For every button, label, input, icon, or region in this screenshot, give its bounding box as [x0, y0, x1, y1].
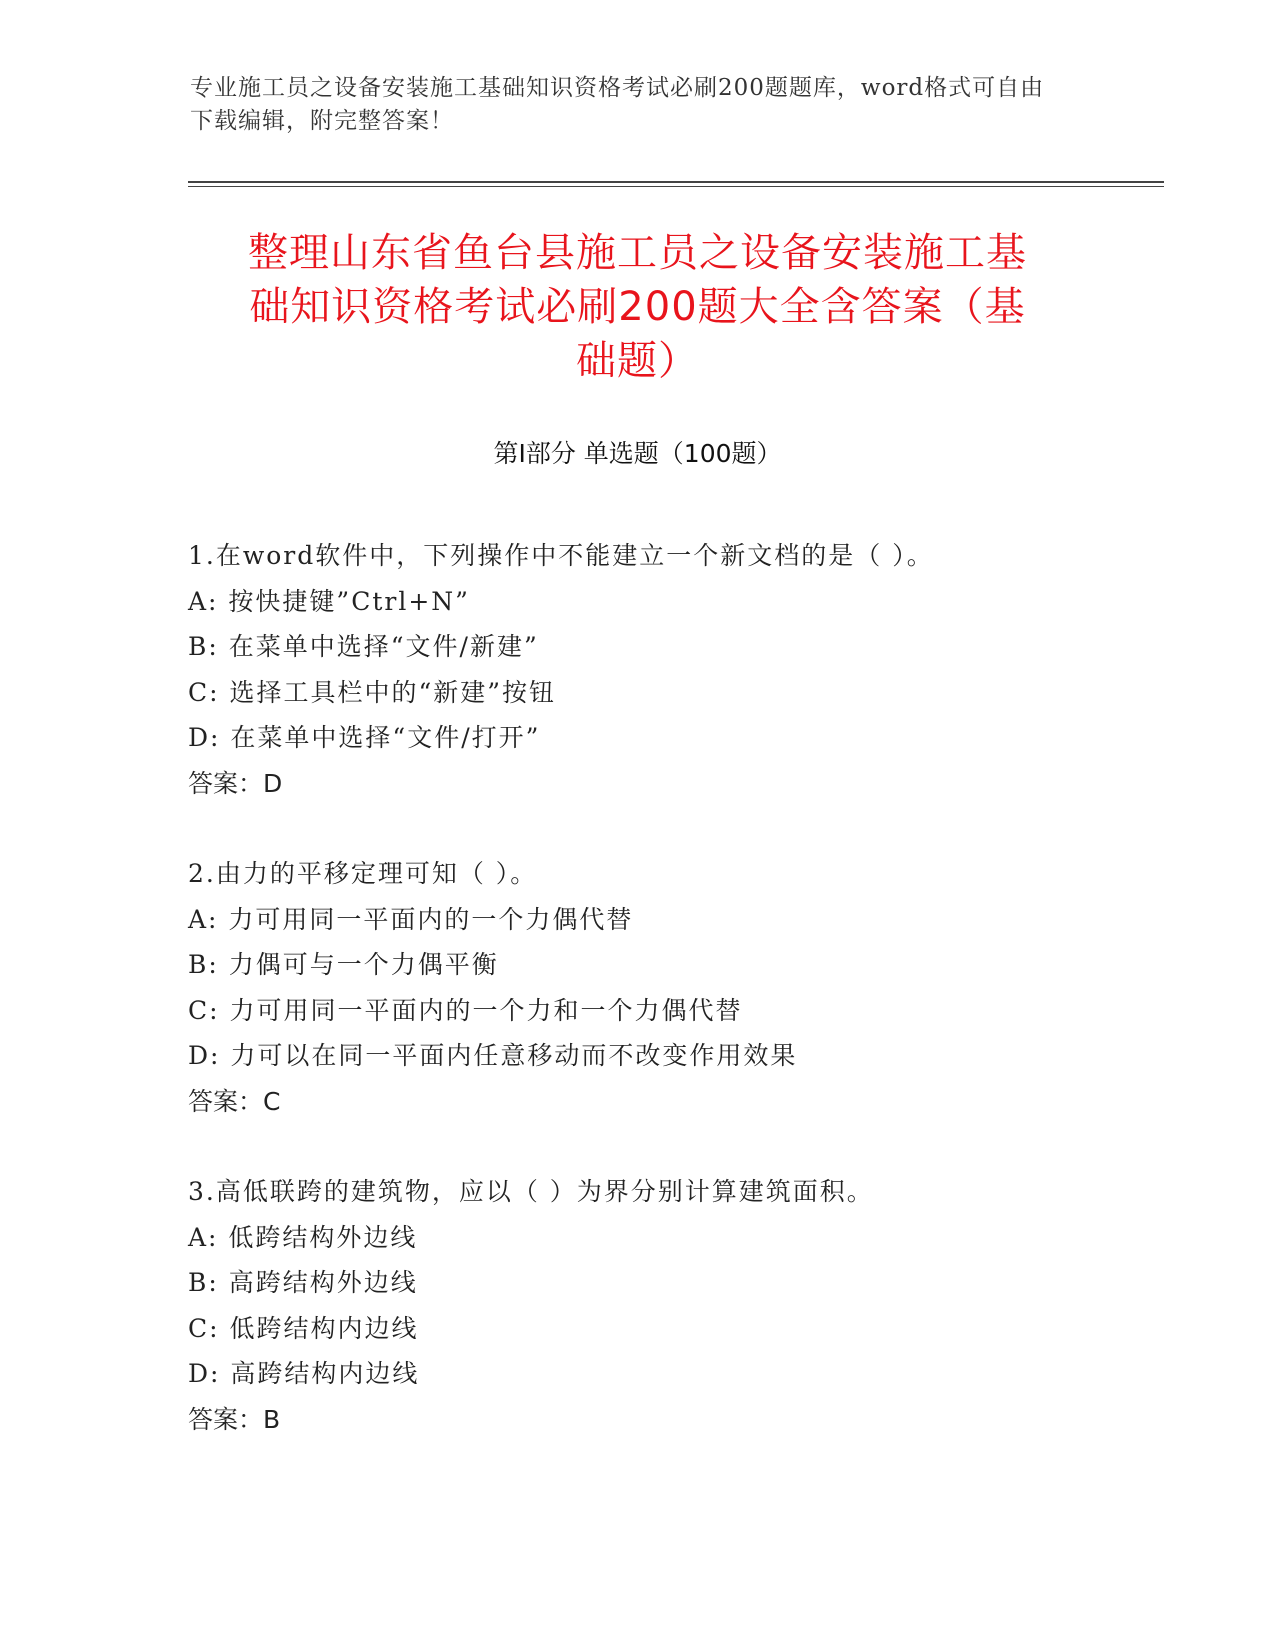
option-d: D: 力可以在同一平面内任意移动而不改变作用效果 — [188, 1041, 798, 1070]
option-c: C: 低跨结构内边线 — [188, 1313, 419, 1343]
option-b: B: 力偶可与一个力偶平衡 — [188, 950, 499, 979]
header-note-line-1: 专业施工员之设备安装施工基础知识资格考试必刷200题题库，word格式可自由 — [190, 75, 1045, 101]
answer: 答案：D — [188, 768, 283, 798]
option-b: B: 高跨结构外边线 — [188, 1268, 418, 1297]
answer: 答案：B — [188, 1404, 281, 1434]
answer: 答案：C — [188, 1086, 281, 1116]
header-divider-thin — [188, 186, 1164, 187]
option-d: D: 高跨结构内边线 — [188, 1359, 420, 1388]
title-line-3: 础题） — [576, 338, 699, 384]
question-3 — [188, 1169, 1148, 1442]
option-a: A: 力可用同一平面内的一个力偶代替 — [188, 904, 634, 934]
option-d: D: 在菜单中选择“文件/打开” — [188, 723, 541, 752]
question-2 — [188, 851, 1148, 1124]
header-note — [190, 72, 1090, 138]
question-stem: 2.由力的平移定理可知（ ）。 — [188, 859, 538, 888]
question-1 — [188, 533, 1148, 806]
question-stem: 3.高低联跨的建筑物，应以（ ）为界分别计算建筑面积。 — [188, 1177, 874, 1206]
title-line-1: 整理山东省鱼台县施工员之设备安装施工基 — [248, 230, 1027, 276]
question-list — [188, 533, 1148, 1487]
option-c: C: 力可用同一平面内的一个力和一个力偶代替 — [188, 995, 743, 1025]
section-heading: 第Ⅰ部分 单选题（100题） — [493, 439, 782, 468]
document-title — [175, 226, 1100, 388]
option-a: A: 低跨结构外边线 — [188, 1222, 418, 1252]
option-c: C: 选择工具栏中的“新建”按钮 — [188, 677, 557, 707]
header-divider-thick — [188, 181, 1164, 183]
option-a: A: 按快捷键”Ctrl+N” — [188, 586, 470, 616]
question-stem: 1.在word软件中，下列操作中不能建立一个新文档的是（ ）。 — [188, 541, 934, 570]
option-b: B: 在菜单中选择“文件/新建” — [188, 632, 539, 661]
title-line-2: 础知识资格考试必刷200题大全含答案（基 — [249, 284, 1026, 330]
header-note-line-2: 下载编辑，附完整答案！ — [190, 108, 454, 134]
